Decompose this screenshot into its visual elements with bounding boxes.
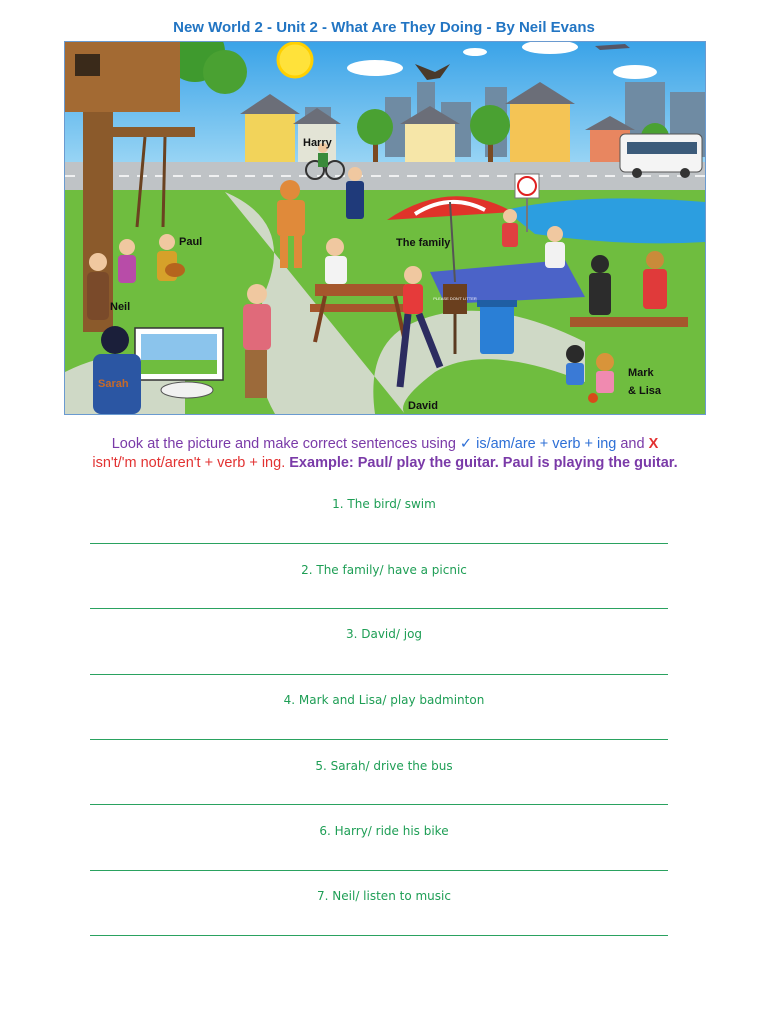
instruction-text-1: Look at the picture and make correct sentences using [111,436,460,452]
svg-text:PLEASE DON'T LITTER: PLEASE DON'T LITTER [433,296,477,301]
scene-label-sarah: Sarah [98,378,129,390]
x-icon: X [648,436,659,452]
answer-line-3[interactable] [90,674,668,675]
scene-label-family: The family [396,237,451,249]
answer-line-5[interactable] [90,804,668,805]
sun-icon [278,43,312,77]
exercise-item-3: 3. David/ jog [345,627,423,641]
instruction-and: and [616,436,649,452]
park-bench [570,317,688,327]
scene-label-paul: Paul [179,236,203,248]
answer-line-2[interactable] [90,608,668,609]
exercise-item-7: 7. Neil/ listen to music [317,889,451,903]
instruction-negative-form: isn't/'m not/aren't + verb + ing. [92,455,286,471]
instruction-example: Example: Paul/ play the guitar. Paul is playing the guitar. [285,455,678,471]
scene-label-harry: Harry [303,137,332,149]
exercise-item-1: 1. The bird/ swim [332,497,436,511]
exercise-item-4: 4. Mark and Lisa/ play badminton [283,693,485,707]
scene-label-mark: Mark [628,367,654,379]
bus [620,134,702,178]
instructions [60,435,710,473]
worksheet-title: New World 2 - Unit 2 - What Are They Doing - By Neil Evans [173,19,595,36]
answer-line-7[interactable] [90,935,668,936]
answer-line-4[interactable] [90,739,668,740]
exercise-item-6: 6. Harry/ ride his bike [319,824,449,838]
scene-label-david: David [408,400,438,412]
scene-label-neil: Neil [110,301,131,313]
instruction-positive-form: is/am/are + verb + ing [472,436,617,452]
checkmark-icon: ✓ [459,436,473,452]
answer-line-1[interactable] [90,543,668,544]
answer-line-6[interactable] [90,870,668,871]
trash-bin [477,300,517,354]
exercise-item-5: 5. Sarah/ drive the bus [315,759,453,773]
scene-label-lisa: & Lisa [628,385,662,397]
park-scene-illustration [64,41,706,415]
exercise-item-2: 2. The family/ have a picnic [301,563,467,577]
